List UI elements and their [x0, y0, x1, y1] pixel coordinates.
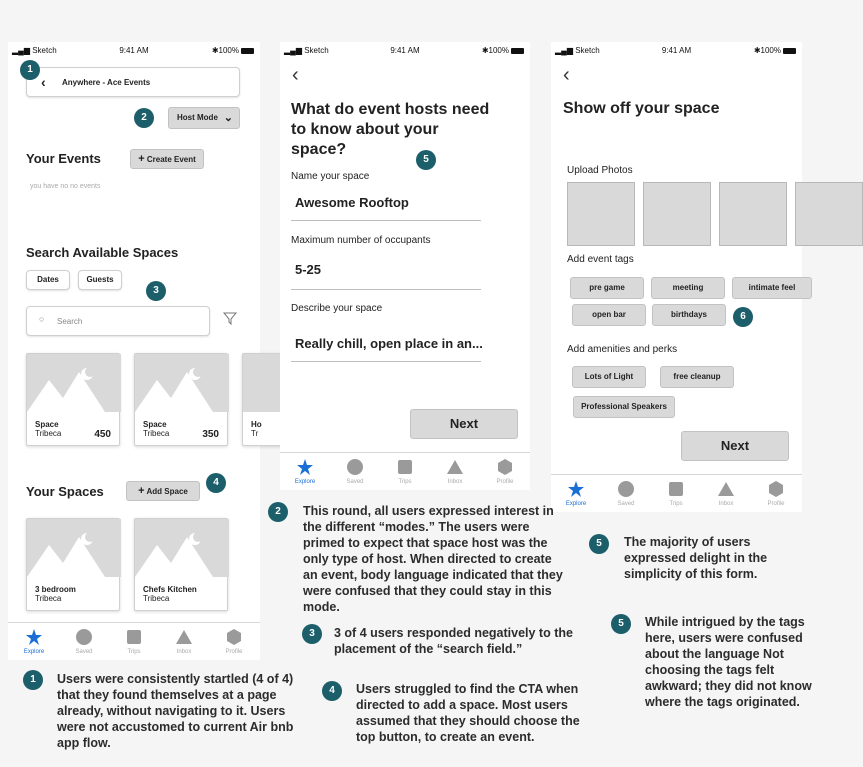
tab-trips[interactable] — [380, 453, 430, 497]
annotation-badge-4: 4 — [206, 473, 226, 493]
hexagon-icon — [768, 481, 784, 497]
chevron-down-icon: ⌄ — [223, 112, 233, 124]
circle-icon — [347, 459, 363, 475]
annotation-badge-1: 1 — [20, 60, 40, 80]
location-label: Anywhere - Ace Events — [62, 78, 151, 87]
back-chevron-icon[interactable]: ‹ — [563, 64, 570, 86]
my-space-name: Chefs Kitchen — [143, 585, 197, 594]
square-icon — [126, 629, 142, 645]
space-name: Ho — [251, 420, 262, 429]
tab-label: Explore — [23, 649, 45, 655]
tag-chip[interactable]: birthdays — [652, 304, 726, 326]
battery: ✱100% — [212, 46, 254, 55]
empty-events-text: you have no no events — [30, 183, 101, 190]
field-underline — [291, 289, 481, 290]
tab-profile[interactable] — [209, 623, 259, 667]
battery-icon — [511, 48, 524, 54]
clock: 9:41 AM — [661, 46, 692, 55]
photo-slot[interactable] — [795, 182, 863, 246]
my-space-card[interactable] — [134, 518, 228, 611]
perk-chip[interactable]: Lots of Light — [572, 366, 646, 388]
tag-chip[interactable]: intimate feel — [732, 277, 812, 299]
filter-funnel-icon[interactable] — [222, 310, 238, 331]
tab-label: Inbox — [447, 479, 463, 485]
event-tags-label: Add event tags — [567, 254, 634, 265]
field-label: Describe your space — [291, 303, 383, 314]
plus-icon: + — [138, 485, 145, 497]
tab-label: Profile — [496, 479, 514, 485]
space-card[interactable] — [26, 353, 120, 446]
occupants-input[interactable]: 5-25 — [295, 262, 322, 277]
circle-icon — [618, 481, 634, 497]
tab-profile[interactable] — [480, 453, 530, 497]
annotation-badge-5: 5 — [416, 150, 436, 170]
tab-bar — [280, 452, 530, 490]
tab-bar — [551, 474, 802, 512]
research-note: While intrigued by the tags here, users were confused about the language Not choosing the tags felt awkward; they did not know where the tags originated. — [645, 615, 812, 709]
screen-show-space — [551, 42, 802, 512]
perk-chip[interactable]: Professional Speakers — [573, 396, 675, 418]
page-heading: Show off your space — [563, 100, 720, 117]
search-placeholder: Search — [57, 317, 83, 326]
note-badge: 5 — [589, 534, 609, 554]
tab-label: Trips — [127, 649, 141, 655]
annotation-badge-3: 3 — [146, 281, 166, 301]
tab-inbox[interactable] — [701, 475, 751, 519]
tab-label: Profile — [767, 501, 785, 507]
photo-slot[interactable] — [567, 182, 635, 246]
status-bar — [551, 42, 802, 58]
space-name-input[interactable]: Awesome Rooftop — [295, 195, 409, 210]
add-space-label: Add Space — [146, 487, 188, 496]
annotation-badge-6: 6 — [733, 307, 753, 327]
triangle-icon — [176, 629, 192, 645]
your-events-title: Your Events — [26, 151, 101, 166]
tab-inbox[interactable] — [430, 453, 480, 497]
location-bar[interactable] — [26, 67, 240, 97]
tag-chip[interactable]: open bar — [572, 304, 646, 326]
host-mode-label: Host Mode — [177, 113, 218, 122]
annotation-badge-2: 2 — [134, 108, 154, 128]
form-heading: What do event hosts need to know about your space? — [291, 101, 490, 158]
screen-space-form — [280, 42, 530, 490]
square-icon — [397, 459, 413, 475]
placeholder-image-icon — [27, 519, 121, 577]
carrier: ▂▄▆ Sketch — [555, 46, 600, 55]
tab-label: Saved — [75, 649, 93, 655]
photo-strip — [567, 182, 802, 248]
hexagon-icon — [497, 459, 513, 475]
placeholder-image-icon — [27, 354, 121, 412]
status-bar — [280, 42, 530, 58]
add-space-button[interactable] — [126, 481, 200, 501]
next-button[interactable]: Next — [410, 409, 518, 439]
tab-label: Inbox — [176, 649, 192, 655]
description-input[interactable]: Really chill, open place in an... — [295, 336, 483, 351]
field-underline — [291, 361, 481, 362]
research-note: This round, all users expressed interest in the different “modes.” The users were primed to expect that space host was the only type of host. When directed to create an event, body language indicated that they were confused that they could stay in this mode. — [303, 504, 563, 614]
note-badge: 4 — [322, 681, 342, 701]
battery: ✱100% — [754, 46, 796, 55]
field-underline — [291, 220, 481, 221]
host-mode-dropdown[interactable] — [168, 107, 240, 129]
dates-filter-button[interactable]: Dates — [26, 270, 70, 290]
my-space-card[interactable] — [26, 518, 120, 611]
battery-icon — [783, 48, 796, 54]
carrier: ▂▄▆ Sketch — [12, 46, 57, 55]
plus-icon: + — [138, 153, 145, 165]
tab-label: Saved — [617, 501, 635, 507]
battery-icon — [241, 48, 254, 54]
guests-filter-button[interactable]: Guests — [78, 270, 122, 290]
placeholder-image-icon — [135, 354, 229, 412]
search-icon: ○ — [39, 314, 45, 324]
perk-chip[interactable]: free cleanup — [660, 366, 734, 388]
photo-slot[interactable] — [643, 182, 711, 246]
next-button[interactable]: Next — [681, 431, 789, 461]
create-event-button[interactable] — [130, 149, 204, 169]
research-note: The majority of users expressed delight in the simplicity of this form. — [624, 535, 768, 581]
tab-inbox[interactable] — [159, 623, 209, 667]
square-icon — [668, 481, 684, 497]
field-label: Maximum number of occupants — [291, 235, 431, 246]
my-space-name: 3 bedroom — [35, 585, 76, 594]
star-icon — [26, 629, 42, 645]
space-location: Tr — [251, 429, 259, 438]
tab-saved[interactable] — [330, 453, 380, 497]
triangle-icon — [718, 481, 734, 497]
note-badge: 2 — [268, 502, 288, 522]
my-space-location: Tribeca — [143, 594, 170, 603]
star-icon — [568, 481, 584, 497]
tag-chip[interactable]: pre game — [570, 277, 644, 299]
research-note: 3 of 4 users responded negatively to the placement of the “search field.” — [334, 626, 573, 656]
back-chevron-icon[interactable]: ‹ — [41, 74, 46, 90]
star-icon — [297, 459, 313, 475]
note-badge: 1 — [23, 670, 43, 690]
your-spaces-title: Your Spaces — [26, 484, 104, 499]
space-price: 450 — [94, 429, 111, 440]
space-card[interactable] — [134, 353, 228, 446]
note-badge: 5 — [611, 614, 631, 634]
space-name: Space — [35, 420, 59, 429]
tab-explore[interactable] — [280, 453, 330, 497]
space-name: Space — [143, 420, 167, 429]
space-price: 350 — [202, 429, 219, 440]
triangle-icon — [447, 459, 463, 475]
tab-trips[interactable] — [109, 623, 159, 667]
search-spaces-title: Search Available Spaces — [26, 245, 179, 260]
space-location: Tribeca — [143, 429, 170, 438]
photo-slot[interactable] — [719, 182, 787, 246]
screen-home — [8, 42, 260, 660]
battery: ✱100% — [482, 46, 524, 55]
tab-bar — [8, 622, 260, 660]
tab-saved[interactable] — [601, 475, 651, 519]
hexagon-icon — [226, 629, 242, 645]
my-space-location: Tribeca — [35, 594, 62, 603]
placeholder-image-icon — [135, 519, 229, 577]
tab-label: Explore — [565, 501, 587, 507]
circle-icon — [76, 629, 92, 645]
create-event-label: Create Event — [146, 155, 196, 164]
space-location: Tribeca — [35, 429, 62, 438]
status-bar — [8, 42, 260, 58]
carrier: ▂▄▆ Sketch — [284, 46, 329, 55]
tab-label: Trips — [398, 479, 412, 485]
note-badge: 3 — [302, 624, 322, 644]
back-chevron-icon[interactable]: ‹ — [292, 64, 299, 86]
tab-explore[interactable] — [9, 623, 59, 667]
tab-saved[interactable] — [59, 623, 109, 667]
tab-profile[interactable] — [751, 475, 801, 519]
tab-label: Trips — [669, 501, 683, 507]
perks-label: Add amenities and perks — [567, 344, 678, 355]
clock: 9:41 AM — [119, 46, 149, 55]
tab-trips[interactable] — [651, 475, 701, 519]
search-input[interactable] — [26, 306, 210, 336]
research-note: Users struggled to find the CTA when directed to add a space. Most users assumed that they should choose the top button, to create an event. — [356, 682, 580, 744]
tag-chip[interactable]: meeting — [651, 277, 725, 299]
upload-photos-label: Upload Photos — [567, 165, 633, 176]
clock: 9:41 AM — [390, 46, 420, 55]
tab-label: Explore — [294, 479, 316, 485]
field-label: Name your space — [291, 171, 370, 182]
tab-label: Saved — [346, 479, 364, 485]
tab-label: Profile — [225, 649, 243, 655]
tab-label: Inbox — [718, 501, 734, 507]
research-note: Users were consistently startled (4 of 4) that they found themselves at a page already, without navigating to it. Users were not accustomed to current Air bnb app flow. — [57, 672, 294, 750]
